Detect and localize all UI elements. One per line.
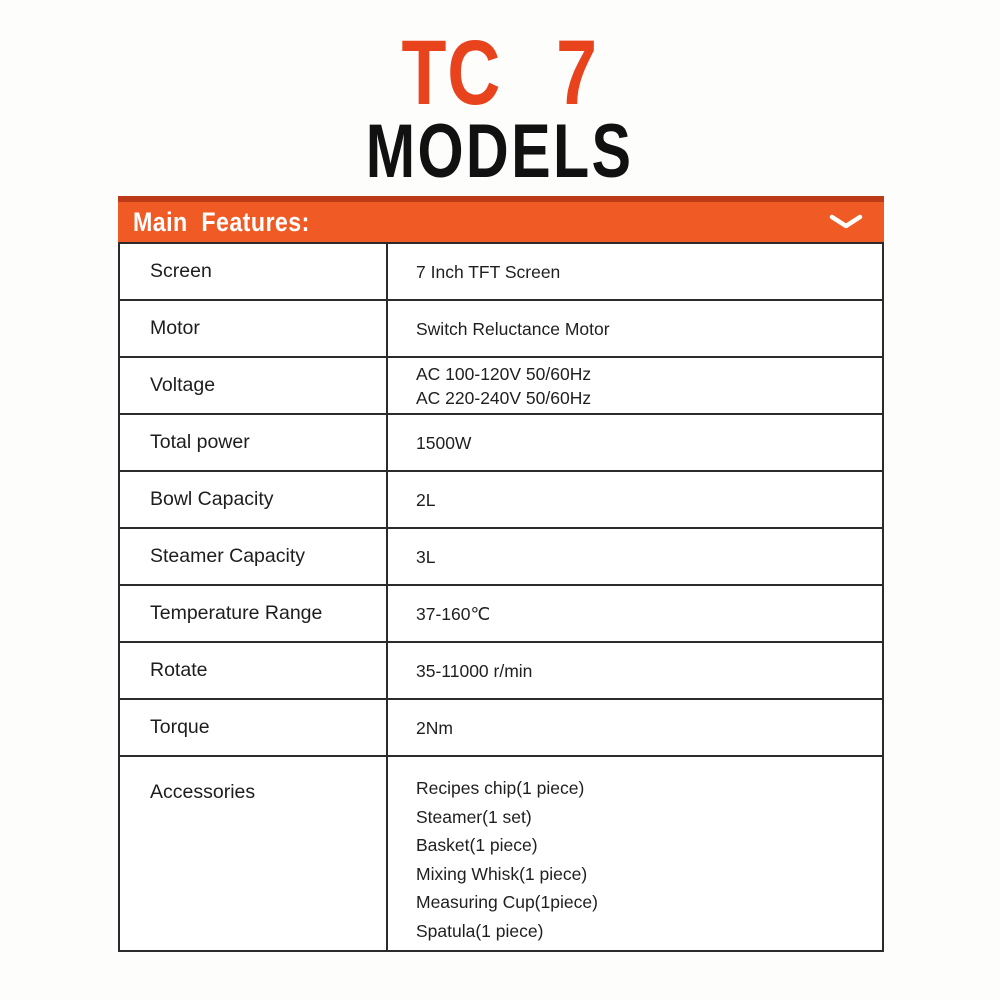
spec-value (388, 700, 882, 755)
spec-value-line: 7 Inch TFT Screen (416, 261, 561, 282)
spec-value-line: 3L (416, 546, 436, 567)
table-row (120, 586, 882, 643)
spec-value-line: Recipes chip(1 piece) (416, 778, 585, 798)
spec-value-line: 2Nm (416, 717, 453, 738)
spec-label: Motor (120, 301, 388, 356)
spec-label: Screen (120, 244, 388, 299)
spec-value (388, 757, 882, 950)
main-features-panel (118, 196, 884, 952)
spec-value-line: AC 220-240V 50/60Hz (416, 387, 592, 408)
main-features-label: Main Features: (133, 206, 310, 237)
spec-value-line: 2L (416, 489, 436, 510)
table-row (120, 358, 882, 415)
spec-value (388, 358, 882, 413)
spec-value (388, 244, 882, 299)
spec-value-line: AC 100-120V 50/60Hz (416, 363, 592, 384)
spec-value-line: 35-11000 r/min (416, 660, 533, 681)
spec-value (388, 529, 882, 584)
table-row (120, 415, 882, 472)
table-row (120, 301, 882, 358)
spec-label: Bowl Capacity (120, 472, 388, 527)
spec-value (388, 586, 882, 641)
table-row (120, 757, 882, 950)
chevron-down-icon[interactable] (828, 214, 864, 230)
spec-value-line: 1500W (416, 432, 472, 453)
spec-label: Steamer Capacity (120, 529, 388, 584)
spec-value-line: Steamer(1 set) (416, 806, 532, 827)
spec-label: Voltage (120, 358, 388, 413)
table-row (120, 643, 882, 700)
spec-value-line: Mixing Whisk(1 piece) (416, 863, 588, 884)
table-row (120, 529, 882, 586)
spec-value-line: 37-160℃ (416, 603, 491, 624)
spec-label: Rotate (120, 643, 388, 698)
spec-value-line: Switch Reluctance Motor (416, 318, 610, 339)
product-subtitle: MODELS (366, 109, 634, 194)
spec-table (118, 242, 884, 952)
spec-value-line: Basket(1 piece) (416, 835, 538, 855)
spec-value (388, 472, 882, 527)
table-row (120, 244, 882, 301)
spec-label: Accessories (120, 757, 388, 950)
main-features-header[interactable] (118, 196, 884, 242)
title-block (0, 0, 1000, 194)
spec-value (388, 301, 882, 356)
spec-label: Total power (120, 415, 388, 470)
spec-value-line: Spatula(1 piece) (416, 920, 544, 941)
spec-value (388, 415, 882, 470)
table-row (120, 700, 882, 757)
table-row (120, 472, 882, 529)
spec-label: Torque (120, 700, 388, 755)
spec-label: Temperature Range (120, 586, 388, 641)
spec-value (388, 643, 882, 698)
product-title: TC 7 (401, 22, 599, 124)
spec-value-line: Measuring Cup(1piece) (416, 892, 598, 912)
